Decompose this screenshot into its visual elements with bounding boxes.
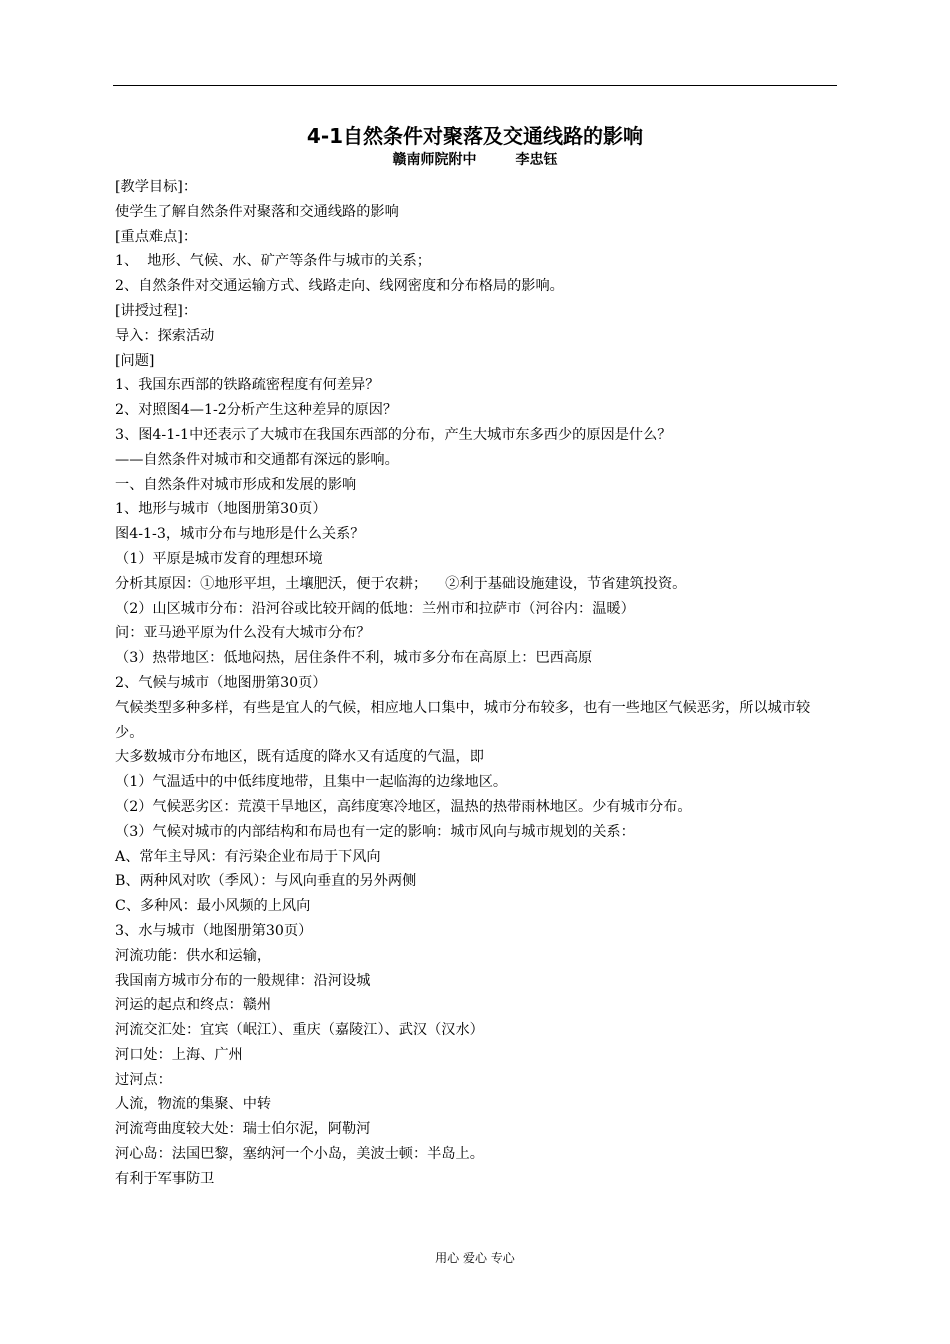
body-line: [教学目标]： <box>115 179 198 195</box>
body-line: 一、自然条件对城市形成和发展的影响 <box>115 476 357 493</box>
body-line: 3、图4-1-1中还表示了大城市在我国东西部的分布，产生大城市东多西少的原因是什么？ <box>115 426 672 443</box>
body-line: A、常年主导风：有污染企业布局于下风向 <box>115 848 381 865</box>
body-line: 河运的起点和终点：赣州 <box>115 997 272 1014</box>
body-line: 使学生了解自然条件对聚落和交通线路的影响 <box>115 203 399 220</box>
body-line: （2）山区城市分布：沿河谷或比较开阔的低地：兰州市和拉萨市（河谷内：温暖） <box>115 600 635 617</box>
body-line: （1）平原是城市发育的理想环境 <box>115 550 323 567</box>
body-line: 河流功能：供水和运输， <box>115 947 272 964</box>
body-line: （3）气候对城市的内部结构和布局也有一定的影响：城市风向与城市规划的关系： <box>115 823 635 840</box>
document-author: 赣南师院附中 李忠钰 <box>392 152 558 168</box>
body-line: 有利于军事防卫 <box>115 1170 215 1187</box>
body-line: 河流弯曲度较大处：瑞士伯尔泥，阿勒河 <box>115 1121 371 1138</box>
body-line: 2、气候与城市（地图册第30页） <box>115 674 327 691</box>
page-footer: 用心 爱心 专心 <box>435 1251 515 1265</box>
document-title: 4-1自然条件对聚落及交通线路的影响 <box>306 124 644 148</box>
document-body <box>115 175 837 1192</box>
body-line: 问：亚马逊平原为什么没有大城市分布？ <box>115 625 371 642</box>
body-line: [重点难点]： <box>115 228 198 245</box>
header-rule <box>113 85 837 86</box>
body-line: 2、对照图4—1-2分析产生这种差异的原因？ <box>115 402 398 419</box>
body-line: 气候类型多种多样，有些是宜人的气候，相应地人口集中，城市分布较多，也有一些地区气候恶劣，所以城市较少。 <box>115 699 811 741</box>
body-line: （1）气温适中的中低纬度地带，且集中一起临海的边缘地区。 <box>115 774 508 791</box>
body-line: 3、水与城市（地图册第30页） <box>115 922 313 939</box>
body-line: 河心岛：法国巴黎，塞纳河一个小岛，美波士顿：半岛上。 <box>115 1146 484 1163</box>
body-line: 河流交汇处：宜宾（岷江）、重庆（嘉陵江）、武汉（汉水） <box>115 1022 484 1039</box>
body-line: 分析其原因：①地形平坦，土壤肥沃，便于农耕； ②利于基础设施建设，节省建筑投资。 <box>115 575 687 592</box>
body-line: 人流，物流的集聚、中转 <box>115 1096 272 1113</box>
body-line: 图4-1-3，城市分布与地形是什么关系？ <box>115 526 365 543</box>
body-line: （3）热带地区：低地闷热，居住条件不利，城市多分布在高原上：巴西高原 <box>115 650 593 667</box>
body-line: 2、自然条件对交通运输方式、线路走向、线网密度和分布格局的影响。 <box>115 278 564 295</box>
body-line: [问题] <box>115 352 155 369</box>
body-line: 我国南方城市分布的一般规律：沿河设城 <box>115 972 371 989</box>
body-line: ——自然条件对城市和交通都有深远的影响。 <box>115 451 399 468</box>
body-line: 过河点： <box>115 1071 172 1088</box>
body-line: 河口处：上海、广州 <box>115 1046 243 1063</box>
body-line: B、两种风对吹（季风）：与风向垂直的另外两侧 <box>115 873 417 890</box>
body-line: 1、地形与城市（地图册第30页） <box>115 501 327 518</box>
body-line: 1、我国东西部的铁路疏密程度有何差异？ <box>115 377 380 394</box>
body-line: [讲授过程]： <box>115 302 198 319</box>
body-line: 导入：探索活动 <box>115 327 215 344</box>
body-line: （2）气候恶劣区：荒漠干旱地区，高纬度寒冷地区，温热的热带雨林地区。少有城市分布。 <box>115 798 692 815</box>
body-line: 1、 地形、气候、水、矿产等条件与城市的关系； <box>115 253 431 270</box>
body-line: C、多种风：最小风频的上风向 <box>115 898 311 915</box>
body-line: 大多数城市分布地区，既有适度的降水又有适度的气温，即 <box>115 749 484 766</box>
